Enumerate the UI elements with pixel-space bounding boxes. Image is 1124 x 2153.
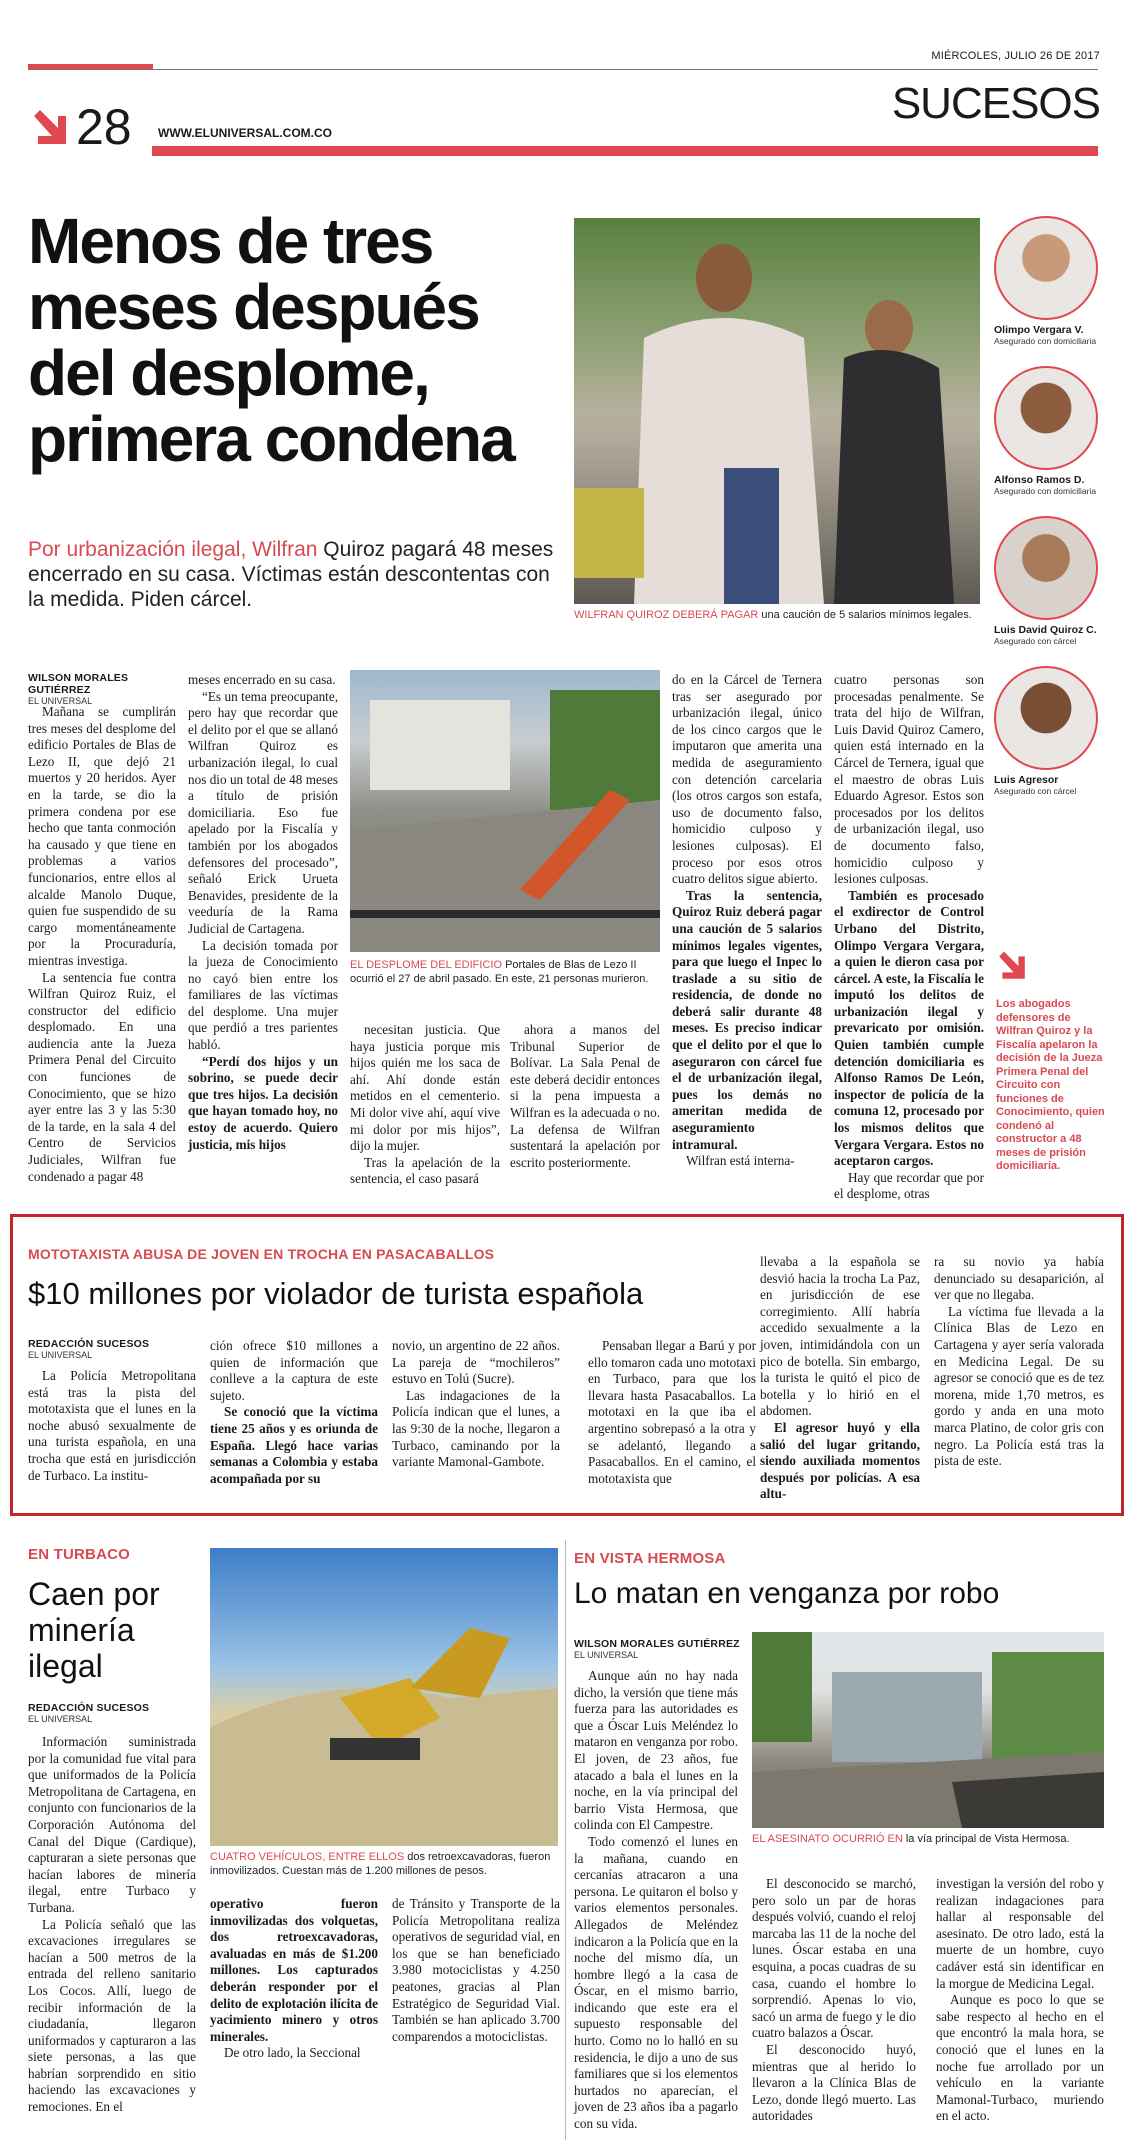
mugshot-photo [994, 216, 1098, 320]
mugshot-item [994, 516, 1112, 666]
vista-photo [752, 1632, 1104, 1828]
inset-photo [350, 670, 660, 952]
arrow-icon [30, 108, 70, 148]
boxed-headline: $10 millones por violador de turista española [28, 1276, 644, 1311]
main-byline: WILSON MORALES GUTIÉRREZ EL UNIVERSAL [28, 672, 129, 706]
vista-byline: WILSON MORALES GUTIÉRREZ EL UNIVERSAL [574, 1638, 740, 1660]
divider [565, 1540, 566, 2140]
mugshot-name: Luis David Quiroz C. [994, 624, 1097, 636]
main-col-4: ahora a manos del Tribunal Superior de Bolívar. La Sala Penal de este deberá decidir entonces si la pena impuesta a Wilfran es la adecuada o no. La defensa de Wilfran sustentará la apelación por escrito posteriormente. [510, 1022, 660, 1170]
main-deck-rest: Quiroz pagará 48 meses encerrado en su casa. Víctimas están descontentas con la medida. Piden cárcel. [28, 538, 554, 611]
mugshot-photo [994, 666, 1098, 770]
page-number: 28 [76, 99, 132, 155]
pull-quote: Los abogados defensores de Wilfran Quiroz y la Fiscalía apelaron la decisión de la Jueza Primera Penal del Circuito con funciones de Conocimiento, quien condenó al constructor a 48 meses de prisión domiciliaria. [996, 998, 1105, 1172]
issue-date: MIÉRCOLES, JULIO 26 DE 2017 [931, 50, 1100, 62]
section-title: SUCESOS [891, 79, 1100, 128]
vista-headline: Lo matan en venganza por robo [574, 1577, 1000, 1610]
boxed-col-3: novio, un argentino de 22 años. La pareja de “mochileros” estuvo en Tolú (Sucre). Las indagaciones de la Policía indican que el lunes, a las 9:30 de la noche, llegaron a Turbaco, caminando por la variante Mamonal-Gambote. [392, 1338, 560, 1470]
vista-col-1: Aunque aún no hay nada dicho, la versión que tiene más fuerza para las autoridades es que a Óscar Luis Meléndez lo mataron en venganza por robo. El joven, de 23 años, fue atacado a bala el lunes en la noche, en la vía principal del barrio Vista Hermosa, que colinda con El Campestre. Todo comenzó el lunes en la mañana, cuando en cercanías atracaron a una persona. Le quitaron el bolso y varios elementos personales. Allegados de Meléndez indicaron a la Policía que en la noche del mismo día, un hombre llegó a la casa de Óscar, en el mismo barrio, indicando que este era el supuesto responsable del hurto. Como no lo halló en su residencia, le dijo a uno de sus familiares que si los elementos hurtados no aparecían, el joven de 23 años iba a pagarlo con su vida. [574, 1668, 738, 2132]
inset-photo-caption: EL DESPLOME DEL EDIFICIO Portales de Blas de Lezo II ocurrió el 27 de abril pasado. En este, 21 personas murieron. [350, 959, 649, 985]
boxed-byline: REDACCIÓN SUCESOS EL UNIVERSAL [28, 1338, 150, 1360]
boxed-col-2: ción ofrece $10 millones a quien de información que conlleve a la captura de este sujeto. Se conoció que la víctima tiene 25 años y es oriunda de España. Llegó hace varias semanas a Colombia y estaba acompañada por su [210, 1338, 378, 1486]
main-col-2: meses encerrado en su casa. “Es un tema preocupante, pero hay que recordar que el delito por el que se allanó Wilfran Quiroz es urbanización ilegal, lo cual nos dio un total de 48 meses a título de prisión domiciliaria. Eso fue apelado por la Fiscalía y también por los abogados defensores del procesado”, señaló Erick Urueta Benavides, presidente de la veeduría de la Rama Judicial de Cartagena. La decisión tomada por la jueza de Conocimiento no cayó bien entre los familiares de las víctimas del desplome. Una mujer que perdió a tres parientes habló. “Perdí dos hijos y un sobrino, se puede decir que tres hijos. La decisión que hayan tomado hoy, no estoy de acuerdo. Quiero justicia, mis hijos [188, 672, 338, 1152]
vista-col-3: investigan la versión del robo y realizan indagaciones para hallar al responsable del asesinato. De otro lado, está la muerte de un hombre, cuyo cadáver está sin identificar en la morgue de Medicina Legal. Aunque es poco lo que se sabe respecto al hecho en el que encontró la mala hora, se conoció que el lunes en la noche fue arrollado por un vehículo en la variante Mamonal-Turbaco, muriendo en el acto. [936, 1876, 1104, 2124]
main-col-3: necesitan justicia. Que haya justicia porque mis hijos quién me los saca de ahí. Ahí donde están metidos en el cementerio. Mi dolor vive ahí, aquí vive mi dolor por mis hijos”, dijo la mujer. Tras la apelación de la sentencia, el caso pasará [350, 1022, 500, 1187]
main-col-5: do en la Cárcel de Ternera tras ser asegurado por urbanización ilegal, único de los cinco cargos que le imputaron que amerita una medida de aseguramiento con detención carcelaria (los otros cargos son estafa, uso de documento falso, homicidio culposo y lesiones culposas). El proceso por esos otros cuatro delitos sigue abierto. Tras la sentencia, Quiroz Ruiz deberá pagar una caución de 5 salarios mínimos legales vigentes, para que luego el Inpec lo traslade a su sitio de residencia, de donde no deberá salir durante 48 meses. Es preciso indicar que el delito por el que lo aseguraron con cárcel fue el de urbanización ilegal, pues los demás no ameritan medida de aseguramiento intramural. Wilfran está interna- [672, 672, 822, 1169]
pullquote-arrow-icon [996, 950, 1028, 982]
mugshot-name: Alfonso Ramos D. [994, 474, 1085, 486]
mugshot-item [994, 366, 1112, 516]
mugshot-status: Asegurado con cárcel [994, 636, 1077, 646]
main-photo [574, 218, 980, 604]
mugshot-column [994, 216, 1112, 816]
vista-photo-caption: EL ASESINATO OCURRIÓ EN la vía principal de Vista Hermosa. [752, 1833, 1070, 1845]
turbaco-col-2: operativo fueron inmovilizadas dos volquetas, dos retroexcavadoras, avaluadas en más de $1.200 millones. Los capturados deberán responder por el delito de explotación ilícita de yacimiento minero y otros minerales. De otro lado, la Seccional [210, 1896, 378, 2061]
mugshot-status: Asegurado con domiciliaria [994, 486, 1097, 496]
turbaco-byline: REDACCIÓN SUCESOS EL UNIVERSAL [28, 1702, 150, 1724]
main-photo-caption: WILFRAN QUIROZ DEBERÁ PAGAR una caución de 5 salarios mínimos legales. [574, 609, 972, 621]
vista-col-2: El desconocido se marchó, pero solo un par de horas después volvió, cuando el reloj marcaba las 11 de la noche del lunes. Óscar estaba en una esquina, a pocas cuadras de su casa, cuando el hombre lo sorprendió. Apenas lo vio, sacó un arma de fuego y le dio cuatro balazos a Óscar. El desconocido huyó, mientras que al herido lo llevaron a la Clínica Blas de Lezo, donde llegó muerto. Las autoridades [752, 1876, 916, 2124]
main-col-6: cuatro personas son procesadas penalmente. Se trata del hijo de Wilfran, Luis David Quiroz Camero, quien está internado en la Cárcel de Ternera, igual que el maestro de obras Luis Eduardo Agresor. Estos son procesados por los delitos de urbanización ilegal, uso de documento falso, homicidio culposo y lesiones culposas. También es procesado el exdirector de Control Urbano del Distrito, Olimpo Vergara Vergara, a quien le dieron casa por cárcel. A este, la Fiscalía le imputó los delitos de urbanización ilegal y prevaricato por omisión. Quien también cumple detención domiciliaria es Alfonso Ramos De León, inspector de policía de la comuna 12, procesado por los mismos delitos que Vergara Vergara. Estos no aceptaron cargos. Hay que recordar que por el desplome, otras [834, 672, 984, 1202]
boxed-col-4: Pensaban llegar a Barú y por ello tomaron cada uno mototaxi en Turbaco, para que los llevara hasta Pasacaballos. La mototaxi en la que iba el argentino sobrepasó a la otra y se adelantó, llegando a Pasacaballos. En el camino, el mototaxista que [588, 1338, 756, 1486]
header-bottom-rule [152, 146, 1098, 156]
main-col-1: Mañana se cumplirán tres meses del desplome del edificio Portales de Blas de Lezo II, que dejó 21 muertos y 20 heridos. Ayer en la tarde, se dio la primera condena por ese hecho que tanta conmoción ha causado y que tiene en problemas a varios funcionarios, entre ellos al alcalde Manolo Duque, quien fue suspendido de su cargo momentáneamente por la Procuraduría, mientras investiga. La sentencia fue contra Wilfran Quiroz Ruiz, el constructor del edificio desplomado. En una audiencia ante la Jueza Primera Penal del Circuito con funciones de Conocimiento, que se hizo ayer entre las 3 y las 5:30 de la tarde, en la sala 4 del Centro de Servicios Judiciales, Wilfran fue condenado a pagar 48 [28, 704, 176, 1184]
boxed-col-6: ra su novio ya había denunciado su desaparición, al ver que no llegaba. La víctima fue llevada a la Clínica Blas de Lezo en Cartagena y ayer sería valorada en Medicina Legal. De su agresor se conoció que es de tez morena, mide 1,70 metros, es gordo y anda en una moto marca Platino, de color gris con negro. La Policía está tras la pista de este. [934, 1254, 1104, 1469]
mugshot-photo [994, 516, 1098, 620]
header-top-line [28, 69, 1098, 70]
turbaco-photo-caption: CUATRO VEHÍCULOS, ENTRE ELLOS dos retroexcavadoras, fueron inmovilizados. Cuestan más de 1.200 millones de pesos. [210, 1851, 551, 1877]
main-headline: Menos de tres meses después del desplome, primera condena [28, 205, 514, 475]
boxed-col-1: La Policía Metropolitana está tras la pista del mototaxista que el lunes en la noche abusó sexualmente de una turista española, en una trocha que está en jurisdicción de Turbaco. La institu- [28, 1368, 196, 1483]
vista-kicker: EN VISTA HERMOSA [574, 1550, 726, 1567]
turbaco-col-3: de Tránsito y Transporte de la Policía Metropolitana realiza operativos de seguridad vial, en los que se han beneficiado 3.980 motociclistas y 4.250 peatones, gracias al Plan Estratégico de Seguridad Vial. También se han aplicado 3.700 comparendos a motociclistas. [392, 1896, 560, 2044]
turbaco-photo [210, 1548, 558, 1846]
turbaco-col-1: Información suministrada por la comunidad fue vital para que uniformados de la Policía Metropolitana de Cartagena, en conjunto con funcionarios de la Corporación Autónoma del Canal del Dique (Cardique), capturaran a siete personas que hacían labores de minería ilegal, entre Turbaco y Turbana. La Policía señaló que las excavaciones irregulares se hacían a 500 metros de la entrada del relleno sanitario Los Cocos. Allí, luego de recibir información de la ciudadanía, llegaron uniformados y capturaron a las siete personas, a las que habrían sorprendido en sitio haciendo las excavaciones y remociones. En el [28, 1734, 196, 2115]
mugshot-name: Olimpo Vergara V. [994, 324, 1084, 336]
main-deck-red: Por urbanización ilegal, Wilfran [28, 538, 318, 561]
mugshot-name: Luis Agresor [994, 774, 1059, 786]
mugshot-photo [994, 366, 1098, 470]
mugshot-status: Asegurado con domiciliaria [994, 336, 1097, 346]
turbaco-headline: Caen por minería ilegal [28, 1576, 160, 1684]
mugshot-item [994, 666, 1112, 816]
main-deck [28, 537, 558, 612]
mugshot-status: Asegurado con cárcel [994, 786, 1077, 796]
website-link[interactable]: WWW.ELUNIVERSAL.COM.CO [158, 126, 332, 140]
boxed-col-5: llevaba a la española se desvió hacia la trocha La Paz, en jurisdicción de ese corregimiento. Allí habría accedido sexualmente a la joven, intimidándola con un pico de botella. Sin embargo, la turista le quitó el pico de botella y lo hirió en el abdomen. El agresor huyó y ella salió del lugar gritando, siendo auxiliada momentos después por policías. A esa altu- [760, 1254, 920, 1502]
boxed-kicker: MOTOTAXISTA ABUSA DE JOVEN EN TROCHA EN PASACABALLOS [28, 1246, 495, 1262]
mugshot-item [994, 216, 1112, 366]
turbaco-kicker: EN TURBACO [28, 1546, 130, 1563]
